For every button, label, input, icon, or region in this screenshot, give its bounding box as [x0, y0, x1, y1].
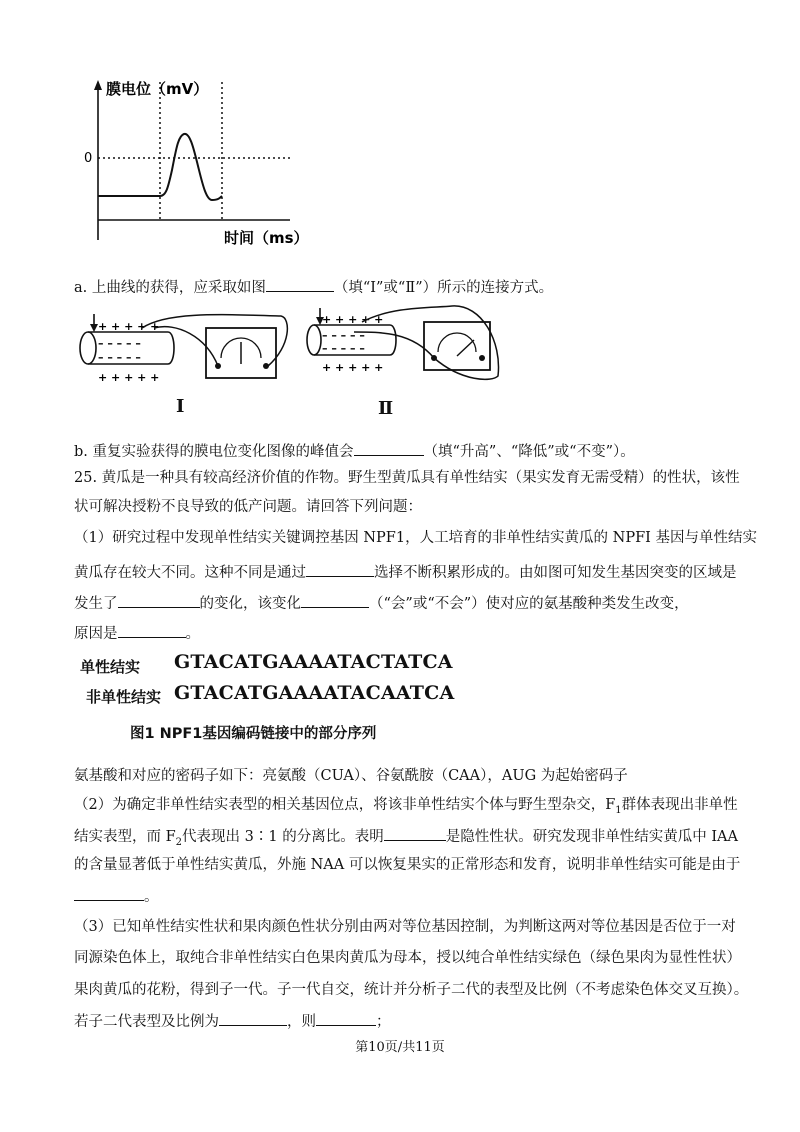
q25-p1-line2	[74, 561, 737, 583]
q25-intro-line1: 25. 黄瓜是一种具有较高经济价值的作物。野生型黄瓜具有单性结实（果实发育无需受精）的性状，该性	[74, 470, 740, 486]
setup-diagram-2	[302, 302, 512, 386]
setup-label-1: Ⅰ	[176, 396, 185, 417]
svg-text:+ + + + +: + + + + +	[98, 371, 160, 384]
svg-text:– – – – –: – – – – –	[322, 342, 365, 355]
q25-p1-line3	[74, 592, 689, 614]
text-segment: 结实表型，而 F	[74, 829, 176, 845]
text-segment: 的变化，该变化	[199, 596, 301, 612]
text-segment: 。	[144, 889, 159, 905]
answer-blank	[316, 1010, 376, 1026]
text-segment: 群体表现出非单性	[621, 797, 738, 813]
q25-p1-line4	[74, 622, 200, 644]
question-a-line	[74, 276, 553, 298]
answer-blank	[384, 825, 446, 841]
figure-caption: 图1 NPF1基因编码链接中的部分序列	[130, 726, 377, 742]
answer-blank	[306, 561, 374, 577]
answer-blank	[118, 592, 200, 608]
q25-p3-line3: 果肉黄瓜的花粉，得到子一代。子一代自交，统计并分析子二代的表型及比例（不考虑染色体交叉互换）。	[74, 982, 749, 998]
text-segment: （2）为确定非单性结实表型的相关基因位点，将该非单性结实个体与野生型杂交，F	[74, 797, 616, 813]
q25-p1-line1: （1）研究过程中发现单性结实关键调控基因 NPF1，人工培育的非单性结实黄瓜的 NPFI 基因与单性结实	[74, 530, 758, 546]
q25-p2-line2	[74, 825, 738, 853]
setup-diagram-1	[76, 306, 296, 390]
page-footer: 第10页/共11页	[355, 1040, 445, 1055]
svg-text:+ + + + +: + + + + +	[322, 313, 384, 326]
answer-blank	[266, 276, 334, 292]
text-segment: 黄瓜存在较大不同。这种不同是通过	[74, 565, 306, 581]
q25-p2-line4	[74, 885, 159, 907]
text-segment: 发生了	[74, 596, 118, 612]
answer-blank	[219, 1010, 287, 1026]
question-b-suffix: （填“升高”、“降低”或“不变”）。	[423, 444, 635, 460]
text-segment: 若子二代表型及比例为	[74, 1014, 219, 1030]
svg-text:+ + + + +: + + + + +	[98, 320, 160, 333]
graph-ylabel: 膜电位（mV）	[106, 80, 209, 98]
text-segment: 代表现出 3∶1 的分离比。表明	[182, 829, 384, 845]
svg-text:– – – – –: – – – – –	[98, 351, 141, 364]
text-segment: ，则	[287, 1014, 316, 1030]
text-segment: 是隐性性状。研究发现非单性结实黄瓜中 IAA	[445, 829, 738, 845]
answer-blank	[74, 885, 144, 901]
text-segment: 。	[185, 626, 200, 642]
setup-label-2: Ⅱ	[378, 398, 394, 419]
sequence-label-1: 单性结实	[80, 658, 141, 676]
answer-blank	[301, 592, 369, 608]
q25-p3-line2: 同源染色体上，取纯合非单性结实白色果肉黄瓜为母本，授以纯合单性结实绿色（绿色果肉为显性性状）	[74, 950, 741, 966]
question-b-prefix: b. 重复实验获得的膜电位变化图像的峰值会	[74, 444, 354, 460]
q25-p2-line1	[74, 795, 738, 821]
question-b-line	[74, 440, 635, 462]
svg-text:+ + + + +: + + + + +	[322, 361, 384, 374]
text-segment: （“会”或“不会”）使对应的氨基酸种类发生改变，	[369, 596, 689, 612]
answer-blank	[354, 440, 424, 456]
svg-text:– – – – –: – – – – –	[98, 337, 141, 350]
q25-p2-line3: 的含量显著低于单性结实黄瓜，外施 NAA 可以恢复果实的正常形态和发育，说明非单性结实可能是由于	[74, 857, 741, 873]
answer-blank	[118, 622, 186, 638]
sequence-1: GTACATGAAAATACTATCA	[174, 651, 453, 673]
graph-zero-label: 0	[84, 151, 93, 166]
q25-p3-line4	[74, 1010, 391, 1032]
codon-note: 氨基酸和对应的密码子如下：亮氨酸（CUA）、谷氨酰胺（CAA），AUG 为起始密码子	[74, 768, 628, 784]
question-a-prefix: a. 上曲线的获得，应采取如图	[74, 280, 266, 296]
graph-xlabel: 时间（ms）	[224, 229, 309, 247]
svg-text:– – – – –: – – – – –	[322, 329, 365, 342]
q25-p3-line1: （3）已知单性结实性状和果肉颜色性状分别由两对等位基因控制，为判断这两对等位基因是否位于一对	[74, 919, 736, 935]
subscript: 2	[175, 836, 183, 848]
text-segment: 选择不断积累形成的。由如图可知发生基因突变的区域是	[374, 565, 737, 581]
question-a-suffix: （填“Ⅰ”或“Ⅱ”）所示的连接方式。	[333, 280, 554, 296]
sequence-label-2: 非单性结实	[86, 688, 162, 706]
membrane-potential-graph	[80, 70, 320, 255]
y-axis-arrow	[94, 80, 102, 90]
text-segment: ；	[376, 1014, 391, 1030]
sequence-2: GTACATGAAAATACAATCA	[174, 682, 455, 704]
subscript: 1	[615, 804, 622, 816]
text-segment: 原因是	[74, 626, 118, 642]
q25-intro-line2: 状可解决授粉不良导致的低产问题。请回答下列问题：	[74, 499, 422, 515]
